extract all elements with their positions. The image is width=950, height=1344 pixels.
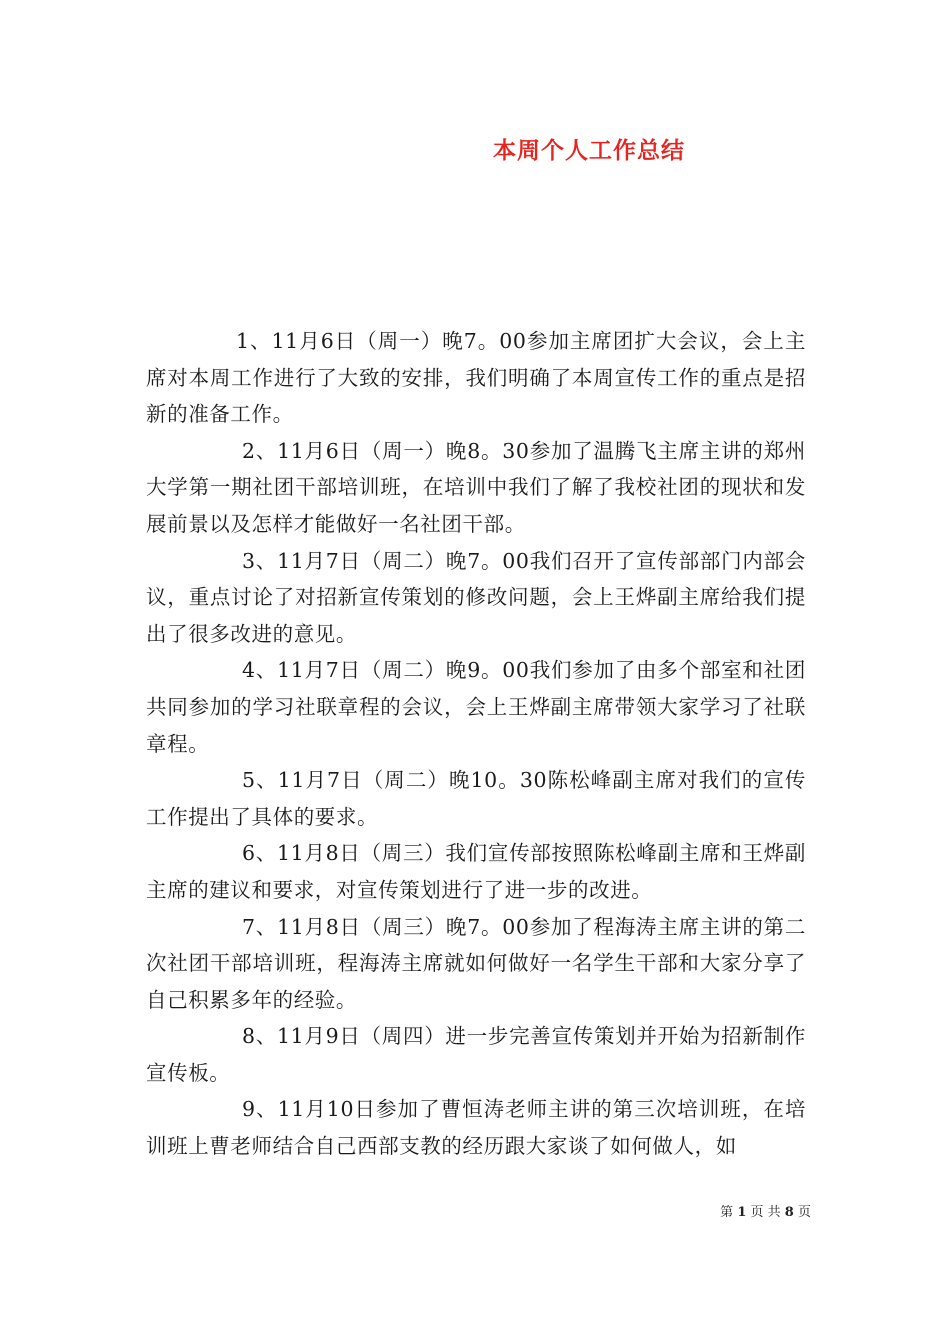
paragraph-5: 5、11月7日（周二）晚10。30陈松峰副主席对我们的宣传工作提出了具体的要求。 bbox=[146, 768, 806, 829]
paragraph-8: 8、11月9日（周四）进一步完善宣传策划并开始为招新制作宣传板。 bbox=[146, 1024, 806, 1085]
footer-suffix: 页 bbox=[797, 1205, 811, 1220]
footer-current-page: 1 bbox=[737, 1205, 747, 1220]
page-footer bbox=[0, 1203, 811, 1223]
footer-middle: 页 共 bbox=[750, 1205, 781, 1220]
paragraph-7: 7、11月8日（周三）晚7。00参加了程海涛主席主讲的第二次社团干部培训班，程海涛主席就如何做好一名学生干部和大家分享了自己积累多年的经验。 bbox=[146, 914, 806, 1012]
paragraph-6: 6、11月8日（周三）我们宣传部按照陈松峰副主席和王烨副主席的建议和要求，对宣传策划进行了进一步的改进。 bbox=[146, 841, 806, 902]
paragraph-1: 1、11月6日（周一）晚7。00参加主席团扩大会议，会上主席对本周工作进行了大致的安排，我们明确了本周宣传工作的重点是招新的准备工作。 bbox=[146, 329, 806, 427]
document-body bbox=[146, 323, 806, 1165]
paragraph-3: 3、11月7日（周二）晚7。00我们召开了宣传部部门内部会议，重点讨论了对招新宣传策划的修改问题，会上王烨副主席给我们提出了很多改进的意见。 bbox=[146, 548, 806, 646]
footer-total-pages: 8 bbox=[784, 1205, 794, 1220]
paragraph-2: 2、11月6日（周一）晚8。30参加了温腾飞主席主讲的郑州大学第一期社团干部培训班，在培训中我们了解了我校社团的现状和发展前景以及怎样才能做好一名社团干部。 bbox=[146, 438, 806, 536]
paragraph-4: 4、11月7日（周二）晚9。00我们参加了由多个部室和社团共同参加的学习社联章程的会议，会上王烨副主席带领大家学习了社联章程。 bbox=[146, 658, 806, 756]
document-title: 本周个人工作总结 bbox=[493, 138, 685, 164]
paragraph-9: 9、11月10日参加了曹恒涛老师主讲的第三次培训班，在培训班上曹老师结合自己西部支教的经历跟大家谈了如何做人，如 bbox=[146, 1097, 806, 1159]
footer-prefix: 第 bbox=[720, 1205, 734, 1220]
